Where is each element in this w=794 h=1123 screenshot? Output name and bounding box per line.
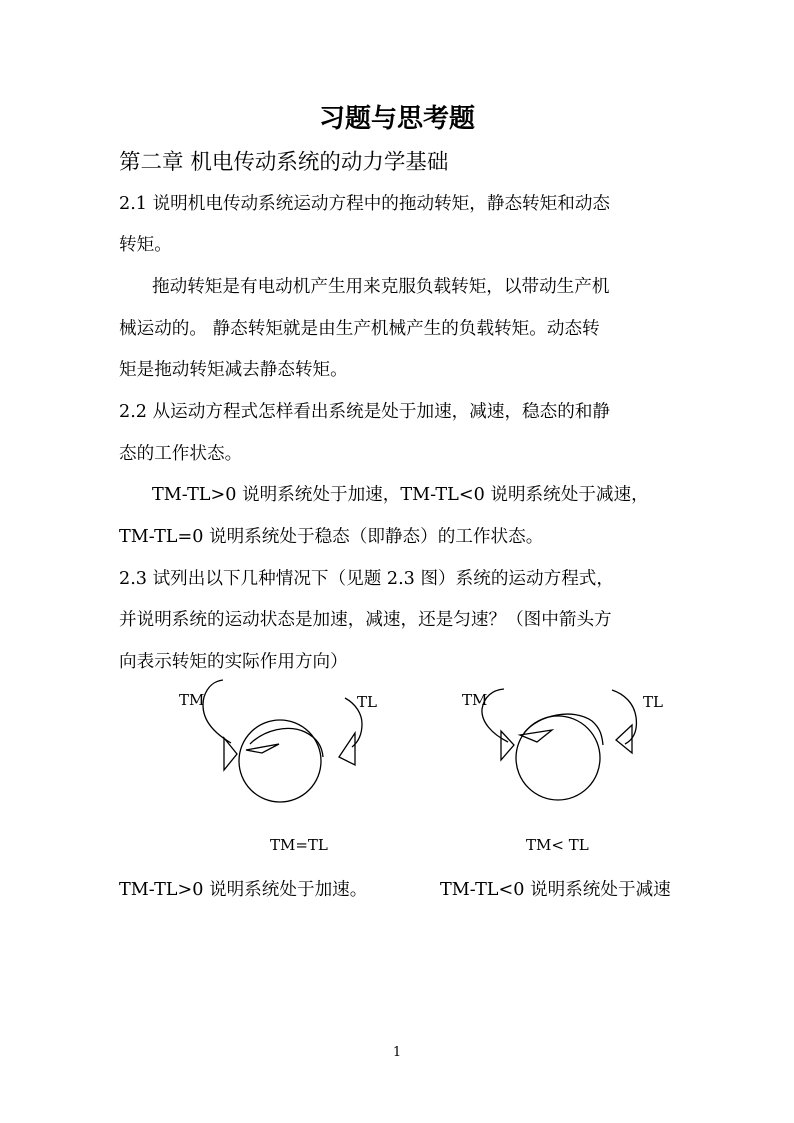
figure-2-inner-arrowhead: [520, 730, 552, 742]
figure-2-tl-label: TL: [643, 693, 663, 711]
figure-1-result: TM-TL>0 说明系统处于加速。: [119, 880, 368, 900]
question-2-1-line-2: 转矩。: [119, 235, 172, 255]
question-2-3-line-2: 并说明系统的运动状态是加速，减速，还是匀速？（图中箭头方: [119, 610, 612, 630]
figure-1-tl-arc: [345, 698, 362, 747]
answer-2-2-line-2: TM-TL=0 说明系统处于稳态（即静态）的工作状态。: [119, 527, 544, 547]
answer-2-2-line-1: TM-TL>0 说明系统处于加速，TM-TL<0 说明系统处于减速，: [152, 485, 649, 505]
figure-1: [203, 680, 362, 802]
answer-2-1-line-2: 械运动的。 静态转矩就是由生产机械产生的负载转矩。动态转: [119, 319, 600, 339]
figure-1-inner-arc: [250, 728, 323, 757]
figure-2-inner-arc: [524, 714, 603, 745]
figure-2-tm-arrowhead: [501, 731, 514, 760]
figure-2: [482, 689, 637, 800]
question-2-2-line-2: 态的工作状态。: [119, 444, 243, 464]
figure-2-tm-arc: [482, 689, 508, 742]
figure-1-rotor-circle: [239, 720, 321, 802]
figure-2-caption: TM< TL: [526, 836, 589, 854]
figure-2-rotor-circle: [516, 716, 600, 800]
figure-1-caption: TM=TL: [270, 836, 328, 854]
question-2-1-line-1: 2.1 说明机电传动系统运动方程中的拖动转矩，静态转矩和动态: [119, 194, 611, 214]
figure-1-tl-label: TL: [357, 693, 377, 711]
question-2-3-line-3: 向表示转矩的实际作用方向）: [119, 652, 348, 672]
figure-2-tl-arc: [612, 690, 636, 744]
chapter-heading: 第二章 机电传动系统的动力学基础: [119, 150, 449, 175]
page-number: 1: [392, 1045, 402, 1060]
figure-1-tl-arrowhead: [339, 733, 355, 765]
figure-2-result: TM-TL<0 说明系统处于减速: [440, 880, 671, 900]
question-2-2-line-1: 2.2 从运动方程式怎样看出系统是处于加速，减速，稳态的和静: [119, 402, 611, 422]
figure-1-inner-arrowhead: [246, 744, 279, 753]
figure-2-tm-label: TM: [462, 691, 488, 709]
figure-2-tl-arrowhead: [616, 725, 632, 753]
page-title: 习题与思考题: [318, 104, 475, 134]
answer-2-1-line-3: 矩是拖动转矩减去静态转矩。: [119, 360, 348, 380]
answer-2-1-line-1: 拖动转矩是有电动机产生用来克服负载转矩，以带动生产机: [152, 277, 610, 297]
question-2-3-line-1: 2.3 试列出以下几种情况下（见题 2.3 图）系统的运动方程式，: [119, 569, 614, 589]
figure-1-tm-arc: [203, 680, 231, 743]
figure-1-tm-arrowhead: [224, 738, 237, 770]
figure-1-tm-label: TM: [179, 691, 205, 709]
